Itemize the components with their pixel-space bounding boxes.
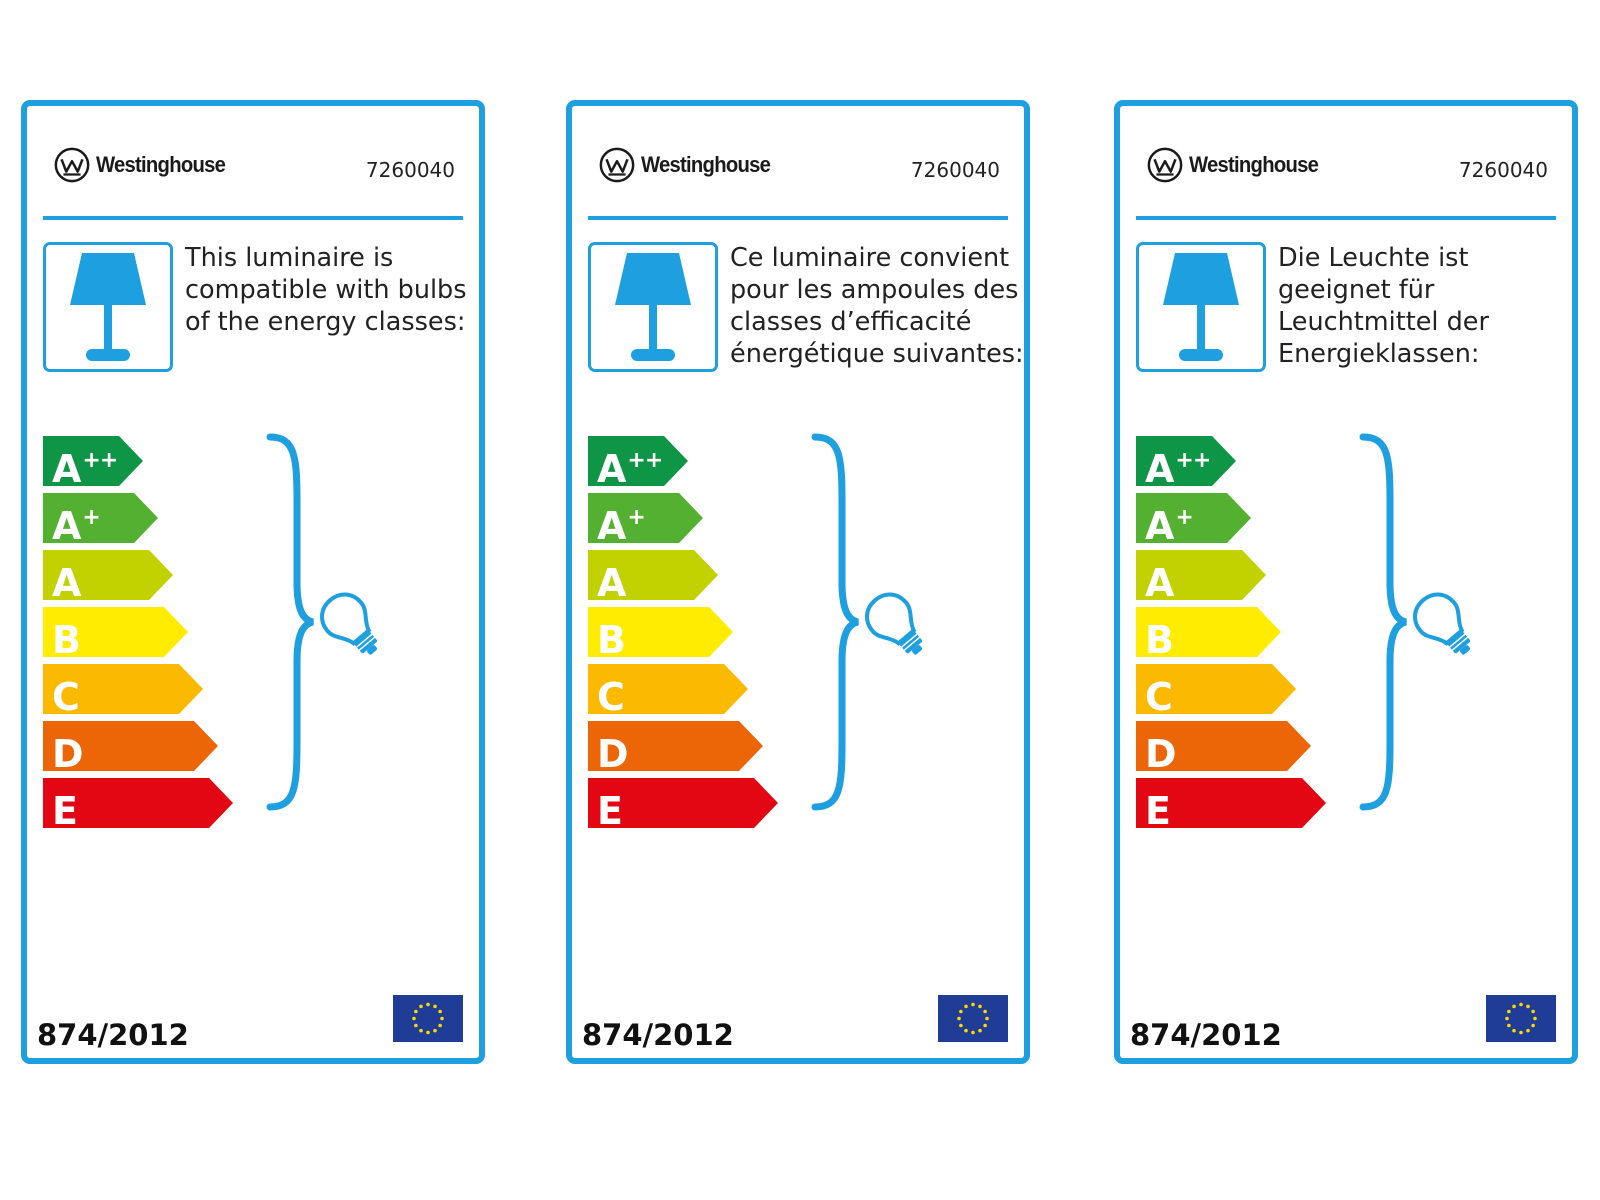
- flag-star: [433, 1005, 437, 1009]
- class-letter: B: [597, 618, 626, 662]
- class-letter: A: [597, 504, 627, 548]
- class-letter: A: [1145, 504, 1175, 548]
- eu-flag-icon: [393, 995, 463, 1042]
- class-superscript: +: [627, 505, 645, 530]
- lamp-symbol: [43, 242, 173, 372]
- compatibility-text: This luminaire is compatible with bulbs of the energy classes:: [185, 243, 467, 337]
- table-lamp-icon: [46, 245, 170, 369]
- flag-star: [978, 1029, 982, 1033]
- class-letter: A: [52, 504, 82, 548]
- class-letter: A: [1145, 447, 1175, 491]
- flag-star: [985, 1017, 989, 1021]
- flag-star: [414, 1024, 418, 1028]
- class-letter: C: [597, 675, 625, 719]
- flag-star: [419, 1005, 423, 1009]
- energy-class-scale: [43, 436, 253, 836]
- model-number: 7260040: [365, 158, 455, 182]
- westinghouse-logo-icon: [53, 146, 91, 184]
- flag-star: [959, 1010, 963, 1014]
- flag-star: [1526, 1005, 1530, 1009]
- light-bulb-icon: [313, 590, 403, 670]
- flag-star: [983, 1024, 987, 1028]
- flag-star: [1531, 1024, 1535, 1028]
- class-letter: A: [52, 447, 82, 491]
- curly-brace-icon: [810, 432, 860, 812]
- westinghouse-logo-icon: [598, 146, 636, 184]
- flag-star: [438, 1010, 442, 1014]
- brand-name: Westinghouse: [1189, 152, 1319, 177]
- light-bulb-icon: [858, 590, 948, 670]
- class-letter: D: [597, 732, 629, 776]
- eu-flag-icon: [1486, 995, 1556, 1042]
- energy-label-english: [21, 100, 485, 1064]
- table-lamp-icon: [1139, 245, 1263, 369]
- brand-name: Westinghouse: [96, 152, 226, 177]
- flag-star: [412, 1017, 416, 1021]
- flag-star: [1512, 1029, 1516, 1033]
- compatibility-text: Ce luminaire convient pour les ampoules des classes d’efficacité énergétique suivantes:: [730, 243, 1024, 369]
- flag-star: [964, 1005, 968, 1009]
- flag-star: [419, 1029, 423, 1033]
- energy-class-scale: [588, 436, 798, 836]
- brand-name: Westinghouse: [641, 152, 771, 177]
- flag-star: [1531, 1010, 1535, 1014]
- class-letter: D: [1145, 732, 1177, 776]
- header-divider: [1136, 216, 1556, 220]
- class-letter: C: [1145, 675, 1173, 719]
- table-lamp-icon: [591, 245, 715, 369]
- regulation-number: 874/2012: [582, 1018, 734, 1052]
- lamp-symbol: [1136, 242, 1266, 372]
- flag-star: [983, 1010, 987, 1014]
- flag-star: [1519, 1003, 1523, 1007]
- flag-star: [426, 1003, 430, 1007]
- regulation-number: 874/2012: [1130, 1018, 1282, 1052]
- class-superscript: ++: [1175, 448, 1211, 473]
- class-letter: A: [597, 447, 627, 491]
- header-divider: [43, 216, 463, 220]
- class-letter: C: [52, 675, 80, 719]
- header-divider: [588, 216, 1008, 220]
- eu-flag-icon: [938, 995, 1008, 1042]
- flag-star: [1507, 1024, 1511, 1028]
- class-superscript: +: [82, 505, 100, 530]
- flag-star: [1526, 1029, 1530, 1033]
- flag-star: [433, 1029, 437, 1033]
- energy-label-german: [1114, 100, 1578, 1064]
- class-letter: E: [1145, 789, 1171, 833]
- class-letter: A: [52, 561, 82, 605]
- class-letter: B: [1145, 618, 1174, 662]
- flag-star: [426, 1031, 430, 1035]
- class-letter: B: [52, 618, 81, 662]
- brand-logo: [1146, 146, 1329, 184]
- flag-star: [971, 1031, 975, 1035]
- class-superscript: ++: [82, 448, 118, 473]
- flag-star: [964, 1029, 968, 1033]
- flag-star: [1507, 1010, 1511, 1014]
- flag-star: [440, 1017, 444, 1021]
- flag-star: [1512, 1005, 1516, 1009]
- curly-brace-icon: [1358, 432, 1408, 812]
- flag-star: [1519, 1031, 1523, 1035]
- class-letter: E: [52, 789, 78, 833]
- flag-star: [1533, 1017, 1537, 1021]
- energy-label-french: [566, 100, 1030, 1064]
- curly-brace-icon: [265, 432, 315, 812]
- flag-star: [959, 1024, 963, 1028]
- flag-star: [971, 1003, 975, 1007]
- light-bulb-icon: [1406, 590, 1496, 670]
- flag-star: [978, 1005, 982, 1009]
- regulation-number: 874/2012: [37, 1018, 189, 1052]
- class-superscript: ++: [627, 448, 663, 473]
- class-letter: A: [1145, 561, 1175, 605]
- flag-star: [1505, 1017, 1509, 1021]
- lamp-symbol: [588, 242, 718, 372]
- brand-logo: [598, 146, 781, 184]
- class-letter: E: [597, 789, 623, 833]
- compatibility-text: Die Leuchte ist geeignet für Leuchtmittel der Energieklassen:: [1278, 243, 1489, 369]
- class-superscript: +: [1175, 505, 1193, 530]
- flag-star: [414, 1010, 418, 1014]
- class-letter: A: [597, 561, 627, 605]
- flag-star: [957, 1017, 961, 1021]
- brand-logo: [53, 146, 236, 184]
- model-number: 7260040: [910, 158, 1000, 182]
- class-letter: D: [52, 732, 84, 776]
- westinghouse-logo-icon: [1146, 146, 1184, 184]
- model-number: 7260040: [1458, 158, 1548, 182]
- flag-star: [438, 1024, 442, 1028]
- energy-class-scale: [1136, 436, 1346, 836]
